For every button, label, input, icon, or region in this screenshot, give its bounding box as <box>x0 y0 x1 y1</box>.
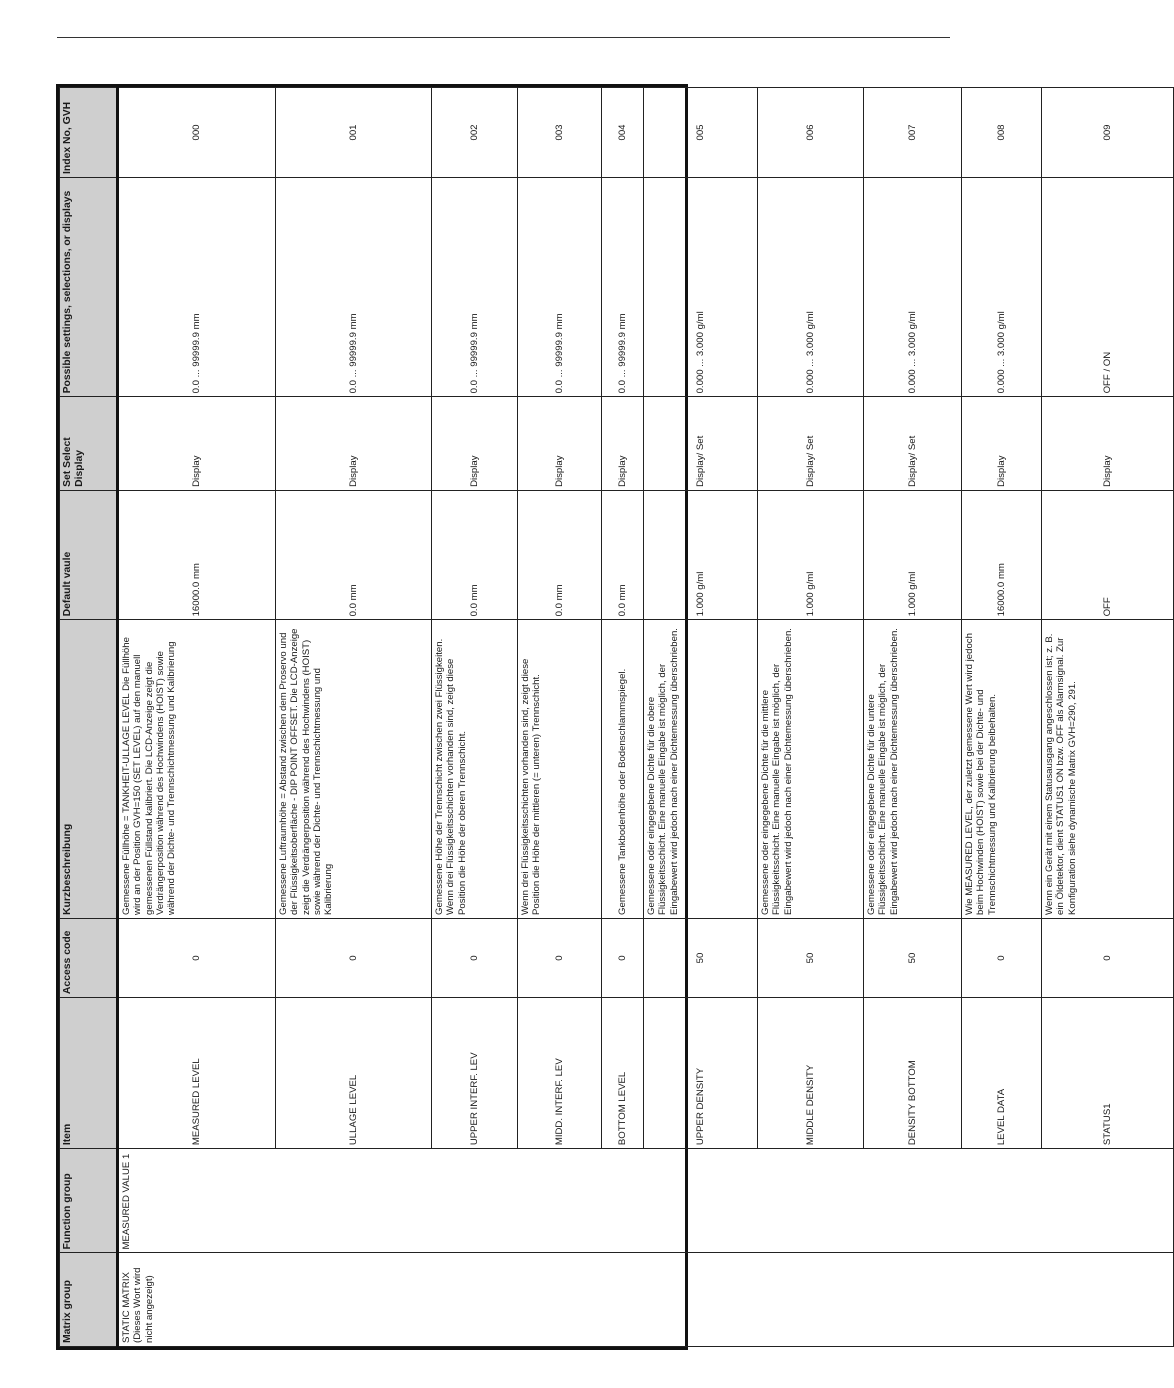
access-cell: 50 <box>758 918 864 997</box>
desc-cell: Gemessene Füllhöhe = TANKHEIT-ULLAGE LEVEL Die Füllhöhe wird an der Position GVH=150 (SET LEVEL) auf den manuell gemessenen Füllstand kalibriert. Die LCD-Anzeige zeigt die Verdrängerposition während des Hochwindens (HOIST) sowie während der Dichte- und Trennschichtmessung und Kalibrierung <box>118 620 276 919</box>
desc-cell: Wenn drei Flüssigkeitsschichten vorhanden sind, zeigt diese Position die Höhe der mittleren (= unteren) Trennschicht. <box>518 620 602 919</box>
mode-cell: Display <box>518 397 602 491</box>
mode-cell: Display <box>1042 397 1174 491</box>
mode-cell: Display <box>432 397 518 491</box>
index-cell: 007 <box>864 88 962 178</box>
header-default-value: Default vaule <box>60 490 118 619</box>
desc-cell: Wie MEASURED LEVEL, der zuletzt gemessene Wert wird jedoch beim Hochwinden (HOIST) sowie bei der Dichte- und Trennschichtmessung und Kalibrierung beibehalten. <box>962 620 1042 919</box>
item-cell: MEASURED LEVEL <box>118 998 276 1149</box>
header-access-code: Access code <box>60 918 118 997</box>
default-cell: 1.000 g/ml <box>644 490 758 619</box>
range-cell: 0.0 ... 99999.9 mm <box>518 177 602 396</box>
index-cell: 002 <box>432 88 518 178</box>
header-row <box>60 88 118 1347</box>
parameter-table <box>56 84 1113 1350</box>
default-cell: OFF <box>1042 490 1174 619</box>
access-cell: 0 <box>432 918 518 997</box>
item-cell: DENSITY BOTTOM <box>864 998 962 1149</box>
matrix-table <box>59 87 1174 1347</box>
default-cell: 0.0 mm <box>276 490 432 619</box>
function-group-cell: MEASURED VALUE 1 <box>118 1149 1174 1253</box>
index-cell: 008 <box>962 88 1042 178</box>
index-cell: 000 <box>118 88 276 178</box>
desc-cell: Gemessene oder eingegebene Dichte für die mittlere Flüssigkeitsschicht. Eine manuelle Eingabe ist möglich, der Eingabewert wird jedoch nach einer Dichtemessung überschrieben. <box>758 620 864 919</box>
range-cell: 0.000 ... 3.000 g/ml <box>644 177 758 396</box>
item-cell: MIDD. INTERF. LEV <box>518 998 602 1149</box>
item-cell: ULLAGE LEVEL <box>276 998 432 1149</box>
desc-cell: Gemessene Höhe der Trennschicht zwischen zwei Flüssigkeiten. Wenn drei Flüssigkeitsschichten vorhanden sind, zeigt diese Position die Höhe der oberen Trennschicht. <box>432 620 518 919</box>
header-kurzbeschreibung: Kurzbeschreibung <box>60 620 118 919</box>
matrix-group-cell: STATIC MATRIX (Dieses Wort wird nicht angezeigt) <box>118 1253 1174 1347</box>
desc-cell: Gemessene Luftraumhöhe = Abstand zwischen dem Proservo und der Flüssigkeitsoberfläche - DIP POINT OFFSET. Die LCD-Anzeige zeigt die Verdrängerposition während des Hochwindens (HOIST) sowie während der Dichte- und Trennschichtmessung und Kalibrierung <box>276 620 432 919</box>
item-cell: STATUS1 <box>1042 998 1174 1149</box>
mode-cell: Display <box>276 397 432 491</box>
table-row <box>118 88 276 1347</box>
header-set-select-display: Set Select Display <box>60 397 118 491</box>
access-cell: 0 <box>518 918 602 997</box>
header-possible-settings: Possible settings, selections, or displays <box>60 177 118 396</box>
item-cell: BOTTOM LEVEL <box>602 998 644 1149</box>
index-cell: 003 <box>518 88 602 178</box>
desc-cell: Wenn ein Gerät mit einem Statusausgang angeschlossen ist; z. B. ein Öldetektor, dient STATUS1 ON bzw. OFF als Alarmsignal. Zur Konfiguration siehe dynamische Matrix GVH=290, 291. <box>1042 620 1174 919</box>
item-cell: MIDDLE DENSITY <box>758 998 864 1149</box>
mode-cell: Display/ Set <box>644 397 758 491</box>
item-cell: UPPER INTERF. LEV <box>432 998 518 1149</box>
default-cell: 0.0 mm <box>602 490 644 619</box>
mode-cell: Display <box>602 397 644 491</box>
item-cell: LEVEL DATA <box>962 998 1042 1149</box>
top-rule <box>57 37 950 38</box>
index-cell: 001 <box>276 88 432 178</box>
header-function-group: Function group <box>60 1149 118 1253</box>
range-cell: 0.000 ... 3.000 g/ml <box>758 177 864 396</box>
mode-cell: Display/ Set <box>758 397 864 491</box>
default-cell: 1.000 g/ml <box>864 490 962 619</box>
mode-cell: Display <box>962 397 1042 491</box>
index-cell: 004 <box>602 88 644 178</box>
header-item: Item <box>60 998 118 1149</box>
default-cell: 1.000 g/ml <box>758 490 864 619</box>
mode-cell: Display <box>118 397 276 491</box>
index-cell: 009 <box>1042 88 1174 178</box>
range-cell: 0.0 ... 99999.9 mm <box>276 177 432 396</box>
range-cell: 0.0 ... 99999.9 mm <box>602 177 644 396</box>
range-cell: OFF / ON <box>1042 177 1174 396</box>
default-cell: 0.0 mm <box>432 490 518 619</box>
item-cell: UPPER DENSITY <box>644 998 758 1149</box>
range-cell: 0.000 ... 3.000 g/ml <box>864 177 962 396</box>
default-cell: 0.0 mm <box>518 490 602 619</box>
index-cell: 005 <box>644 88 758 178</box>
index-cell: 006 <box>758 88 864 178</box>
default-cell: 16000.0 mm <box>118 490 276 619</box>
access-cell: 0 <box>276 918 432 997</box>
mode-cell: Display/ Set <box>864 397 962 491</box>
default-cell: 16000.0 mm <box>962 490 1042 619</box>
access-cell: 50 <box>864 918 962 997</box>
access-cell: 0 <box>962 918 1042 997</box>
header-index: Index No, GVH <box>60 88 118 178</box>
desc-cell: Gemessene Tankbodenhöhe oder Bodenschlammspiegel. <box>602 620 644 919</box>
range-cell: 0.000 ... 3.000 g/ml <box>962 177 1042 396</box>
access-cell: 0 <box>602 918 644 997</box>
header-matrix-group: Matrix group <box>60 1253 118 1347</box>
access-cell: 0 <box>1042 918 1174 997</box>
range-cell: 0.0 ... 99999.9 mm <box>118 177 276 396</box>
access-cell: 0 <box>118 918 276 997</box>
access-cell: 50 <box>644 918 758 997</box>
desc-cell: Gemessene oder eingegebene Dichte für die untere Flüssigkeitsschicht. Eine manuelle Eingabe ist möglich, der Eingabewert wird jedoch nach einer Dichtemessung überschrieben. <box>864 620 962 919</box>
desc-cell: Gemessene oder eingegebene Dichte für die obere Flüssigkeitsschicht. Eine manuelle Eingabe ist möglich, der Eingabewert wird jedoch nach einer Dichtemessung überschrieben. <box>644 620 758 919</box>
range-cell: 0.0 ... 99999.9 mm <box>432 177 518 396</box>
